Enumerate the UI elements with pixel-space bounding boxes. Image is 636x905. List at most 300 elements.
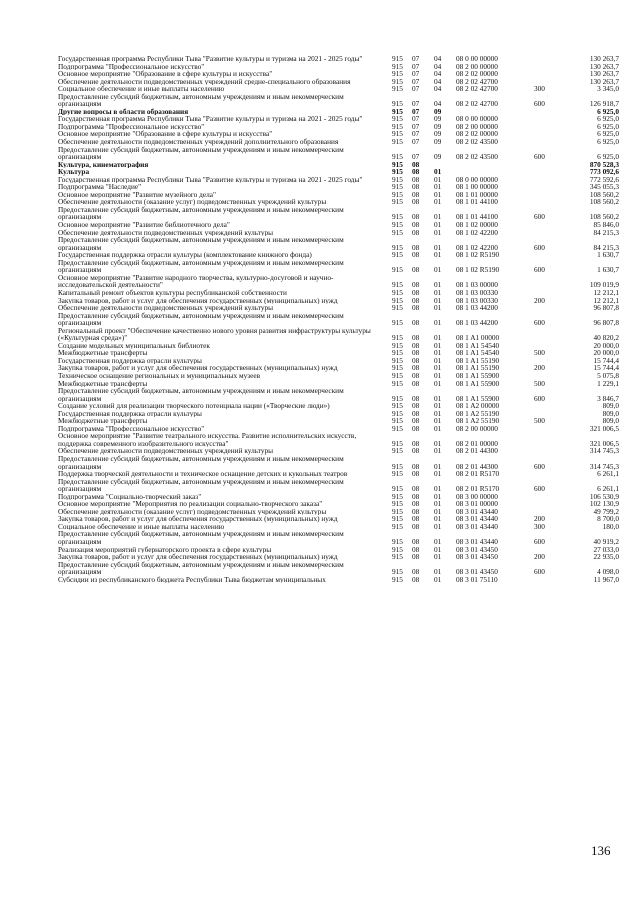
cell-amount: 108 560,2 [589,198,619,206]
table-row [58,198,619,206]
cell-target-article: 08 1 A1 55190 [456,356,500,365]
row-name: Предоставление субсидий бюджетным, автономным учреждениям и иным некоммерческим организациям [58,477,344,493]
cell-target-article: 08 1 03 00330 [456,296,498,305]
cell-target-article: 08 1 A1 55900 [456,371,500,380]
cell-target-article: 08 1 03 44200 [456,318,498,327]
cell-expense-type: 200 [534,364,545,372]
cell-target-article: 08 1 03 00000 [456,280,498,289]
cell-section: 08 [412,304,420,312]
cell-subsection: 01 [434,417,442,425]
cell-expense-type [534,115,560,123]
cell-target-article: 08 2 02 43500 [456,138,498,146]
cell-section: 07 [412,55,420,63]
cell-subsection: 04 [434,85,442,93]
cell-target-article: 08 3 01 43450 [456,553,498,561]
cell-ved: 915 [392,190,403,199]
cell-target-article: 08 3 01 43440 [456,522,498,531]
cell-subsection: 01 [434,500,442,508]
cell-subsection: 01 [434,438,442,448]
table-row [58,508,619,516]
cell-amount: 314 745,3 [589,461,619,471]
cell-amount: 6 261,1 [597,470,619,478]
cell-amount: 6 925,0 [597,130,619,139]
cell-amount: 84 215,3 [593,228,619,237]
cell-section: 08 [412,500,420,508]
cell-expense-type: 600 [534,461,545,471]
cell-expense-type [534,63,560,71]
cell-section: 08 [412,168,420,176]
cell-amount: 22 935,0 [593,553,619,561]
cell-expense-type: 300 [534,85,545,93]
cell-ved: 915 [392,130,403,139]
cell-expense-type: 500 [534,417,545,425]
table-row [58,546,619,554]
table-row [58,259,619,274]
cell-amount: 108 560,2 [589,190,619,199]
cell-ved: 915 [392,251,403,259]
table-row [58,146,619,161]
cell-target-article: 08 1 01 44100 [456,198,498,206]
cell-subsection: 01 [434,168,442,176]
table-row [58,55,619,63]
row-name: Обеспечение деятельности подведомственных учреждений культуры [58,228,274,237]
row-name: Капитальный ремонт объектов культуры республиканской собственности [58,288,287,297]
cell-ved: 915 [392,152,403,161]
row-name: Закупка товаров, работ и услуг для обеспечения государственных (муниципальных) нужд [58,364,338,372]
cell-expense-type [534,470,560,478]
cell-expense-type [534,357,560,365]
cell-amount: 772 592,6 [589,175,619,184]
cell-ved: 915 [392,265,403,274]
cell-ved: 915 [392,393,403,403]
cell-subsection: 09 [434,107,442,116]
cell-expense-type [534,274,560,289]
cell-expense-type [534,123,560,131]
cell-target-article: 08 2 01 R5170 [456,470,500,478]
table-row [58,387,619,402]
cell-section: 07 [412,99,420,108]
row-name: Социальное обеспечение и иные выплаты населению [58,522,225,531]
cell-expense-type: 200 [534,296,545,305]
cell-ved: 915 [392,522,403,531]
table-row [58,553,619,561]
cell-expense-type: 600 [534,537,545,546]
cell-section: 07 [412,122,420,131]
row-name: Закупка товаров, работ и услуг для обеспечения государственных (муниципальных) нужд [58,553,338,561]
cell-subsection: 01 [434,242,442,252]
cell-expense-type [534,78,560,86]
cell-target-article: 08 2 02 43500 [456,152,498,161]
cell-section: 08 [412,318,420,327]
row-name: Предоставление субсидий бюджетным, автономным учреждениям и иным некоммерческим организациям [58,311,344,327]
cell-section: 07 [412,77,420,86]
cell-section: 08 [412,537,420,546]
cell-subsection: 01 [434,470,442,478]
cell-amount: 108 560,2 [589,212,619,222]
cell-section: 07 [412,130,420,139]
cell-subsection: 09 [434,130,442,139]
page-number: 136 [591,843,611,858]
cell-ved: 915 [392,461,403,471]
cell-ved: 915 [392,341,403,350]
row-name: Поддержка творческой деятельности и техническое оснащение детских и кукольных театров [58,470,348,478]
cell-section: 08 [412,379,420,388]
cell-section: 08 [412,484,420,493]
cell-section: 08 [412,349,420,357]
row-name: Социальное обеспечение и иные выплаты населению [58,85,225,93]
row-name: Подпрограмма "Наследие" [58,183,142,191]
cell-amount: 6 925,0 [597,138,619,146]
cell-expense-type: 500 [534,379,545,388]
table-row [58,327,619,342]
row-name: Государственная программа Республики Тыва "Развитие культуры и туризма на 2021 - 2025 годы" [58,115,363,123]
row-name: Предоставление субсидий бюджетным, автономным учреждениям и иным некоммерческим организациям [58,145,344,161]
cell-ved: 915 [392,447,403,455]
cell-target-article: 08 3 01 43440 [456,537,498,546]
cell-subsection: 01 [434,364,442,372]
cell-expense-type [534,432,560,447]
cell-amount: 321 006,5 [589,438,619,448]
cell-subsection: 01 [434,379,442,388]
cell-amount: 3 846,7 [597,393,619,403]
table-row [58,130,619,138]
cell-section: 07 [412,62,420,71]
table-row [58,85,619,93]
cell-ved: 915 [392,77,403,86]
cell-ved: 915 [392,107,403,116]
table-row [58,478,619,493]
cell-subsection: 01 [434,251,442,259]
row-name: Культура, кинематография [58,160,149,169]
cell-target-article: 08 2 01 44300 [456,461,498,471]
table-row [58,63,619,71]
cell-ved: 915 [392,122,403,131]
table-row [58,357,619,365]
cell-section: 07 [412,152,420,161]
cell-expense-type: 300 [534,522,545,531]
cell-subsection: 01 [434,424,442,433]
cell-expense-type [534,342,560,350]
cell-subsection: 01 [434,545,442,554]
cell-subsection: 01 [434,341,442,350]
cell-target-article: 08 1 02 42200 [456,228,498,237]
cell-subsection: 01 [434,575,442,584]
cell-section: 08 [412,545,420,554]
table-row [58,410,619,418]
cell-subsection: 01 [434,288,442,297]
cell-target-article: 08 2 02 00000 [456,130,498,139]
cell-expense-type: 200 [534,553,545,561]
table-row [58,70,619,78]
cell-amount: 870 528,3 [589,160,619,169]
table-row [58,380,619,388]
cell-expense-type [534,55,560,63]
table-row [58,289,619,297]
cell-subsection: 01 [434,296,442,305]
cell-expense-type [534,191,560,199]
cell-subsection: 01 [434,356,442,365]
table-row [58,576,619,584]
cell-expense-type [534,402,560,410]
row-name: Межбюджетные трансферты [58,349,148,357]
cell-expense-type [534,168,560,176]
cell-subsection: 01 [434,198,442,206]
cell-target-article: 08 1 03 44200 [456,304,498,312]
table-row [58,168,619,176]
cell-subsection: 09 [434,115,442,123]
cell-expense-type: 600 [534,152,545,161]
cell-expense-type [534,576,560,584]
cell-amount: 321 006,5 [589,424,619,433]
cell-amount: 27 033,0 [593,545,619,554]
row-name: Государственная поддержка отрасли культуры [58,409,202,418]
cell-section: 08 [412,567,420,576]
cell-section: 08 [412,402,420,410]
row-name: Государственная программа Республики Тыва "Развитие культуры и туризма на 2021 - 2025 годы" [58,175,363,184]
cell-ved: 915 [392,55,403,63]
cell-section: 08 [412,424,420,433]
cell-subsection: 04 [434,77,442,86]
cell-ved: 915 [392,85,403,93]
cell-amount: 5 075,8 [597,371,619,380]
cell-expense-type [534,493,560,501]
row-name: Предоставление субсидий бюджетным, автономным учреждениям и иным некоммерческим организациям [58,236,344,252]
cell-ved: 915 [392,507,403,516]
row-name: Основное мероприятие "Развитие библиотечного дела" [58,221,230,229]
cell-section: 08 [412,242,420,252]
cell-target-article: 08 2 00 00000 [456,62,498,71]
cell-amount: 49 799,2 [593,507,619,516]
cell-ved: 915 [392,470,403,478]
cell-subsection: 01 [434,447,442,455]
row-name: Создание условий для реализации творческого потенциала нации («Творческие люди») [58,402,330,410]
cell-section: 08 [412,356,420,365]
cell-ved: 915 [392,304,403,312]
table-row [58,455,619,470]
cell-section: 08 [412,492,420,501]
cell-target-article [456,161,534,169]
row-name: Основное мероприятие "Образование в сфере культуры и искусства" [58,70,273,78]
cell-amount: 6 925,0 [597,115,619,123]
cell-expense-type [534,221,560,229]
cell-section: 08 [412,183,420,191]
cell-section: 08 [412,175,420,184]
row-name: Подпрограмма "Профессиональное искусство" [58,424,205,433]
cell-target-article: 08 0 00 00000 [456,55,498,63]
cell-section: 08 [412,198,420,206]
cell-expense-type: 600 [534,265,545,274]
cell-target-article: 08 2 00 00000 [456,122,498,131]
table-row [58,402,619,410]
table-row [58,236,619,251]
cell-section: 08 [412,160,420,169]
cell-ved: 915 [392,212,403,222]
cell-amount: 11 967,0 [593,575,619,584]
table-row [58,470,619,478]
cell-subsection: 01 [434,212,442,222]
cell-expense-type [534,410,560,418]
cell-amount: 84 215,3 [593,242,619,252]
table-row [58,229,619,237]
cell-section: 08 [412,470,420,478]
cell-expense-type [534,251,560,259]
cell-subsection: 01 [434,484,442,493]
cell-subsection [434,161,456,169]
cell-section: 08 [412,409,420,418]
table-row [58,123,619,131]
cell-expense-type: 500 [534,349,545,357]
cell-ved: 915 [392,318,403,327]
cell-target-article: 08 1 A2 00000 [456,402,500,410]
cell-amount: 314 745,3 [589,447,619,455]
cell-target-article: 08 2 01 44300 [456,447,498,455]
cell-target-article [456,108,534,116]
cell-amount: 15 744,4 [593,356,619,365]
cell-ved: 915 [392,99,403,108]
cell-target-article: 08 1 A2 55190 [456,409,500,418]
cell-ved: 915 [392,280,403,289]
cell-subsection: 04 [434,70,442,78]
row-name: Подпрограмма "Профессиональное искусство" [58,122,205,131]
cell-section: 07 [412,85,420,93]
cell-ved: 915 [392,567,403,576]
table-row [58,183,619,191]
cell-section: 08 [412,251,420,259]
cell-subsection: 01 [434,318,442,327]
cell-subsection: 01 [434,221,442,229]
cell-target-article: 08 2 00 00000 [456,424,498,433]
table-row [58,417,619,425]
cell-amount: 12 212,1 [593,288,619,297]
cell-amount: 96 807,8 [593,304,619,312]
row-name: Предоставление субсидий бюджетным, автономным учреждениям и иным некоммерческим организациям [58,530,344,546]
cell-section: 08 [412,296,420,305]
row-name: Межбюджетные трансферты [58,417,148,425]
cell-amount: 130 263,7 [589,70,619,78]
cell-target-article: 08 2 02 42700 [456,85,498,93]
cell-subsection: 01 [434,553,442,561]
cell-subsection: 01 [434,507,442,516]
cell-ved: 915 [392,500,403,508]
cell-section: 08 [412,228,420,237]
cell-target-article: 08 3 01 43450 [456,545,498,554]
row-name: Предоставление субсидий бюджетным, автономным учреждениям и иным некоммерческим организациям [58,258,344,274]
cell-ved: 915 [392,198,403,206]
table-row [58,297,619,305]
table-row [58,364,619,372]
cell-amount: 180,0 [602,522,619,531]
cell-expense-type: 600 [534,484,545,493]
row-name: Основное мероприятие "Мероприятия по реализации социально-творческого заказа" [58,500,323,508]
row-name: Реализация мероприятий губернаторского проекта в сфере культуры [58,545,272,554]
cell-target-article: 08 1 A1 00000 [456,333,500,342]
cell-amount: 40 820,2 [593,333,619,342]
cell-target-article: 08 1 02 00000 [456,221,498,229]
cell-ved: 915 [392,160,403,169]
table-row [58,500,619,508]
cell-target-article: 08 1 02 42200 [456,242,498,252]
table-row [58,493,619,501]
cell-target-article: 08 3 01 00000 [456,500,498,508]
table-row [58,530,619,545]
cell-ved: 915 [392,424,403,433]
cell-target-article: 08 3 00 00000 [456,492,498,501]
cell-expense-type [534,70,560,78]
cell-ved: 915 [392,168,403,176]
cell-ved: 915 [392,545,403,554]
cell-amount: 130 263,7 [589,55,619,63]
table-row [58,349,619,357]
table-row [58,447,619,455]
cell-section: 08 [412,212,420,222]
cell-section: 08 [412,575,420,584]
cell-subsection: 09 [434,122,442,131]
cell-target-article: 08 2 02 42700 [456,99,498,108]
cell-amount: 809,0 [602,409,619,418]
cell-expense-type: 600 [534,212,545,222]
cell-subsection: 01 [434,492,442,501]
cell-subsection: 01 [434,280,442,289]
table-row [58,312,619,327]
table-row [58,78,619,86]
cell-expense-type: 600 [534,99,545,108]
cell-amount: 109 019,9 [589,280,619,289]
cell-target-article: 08 1 A1 55900 [456,379,500,388]
cell-target-article: 08 1 01 44100 [456,212,498,222]
cell-target-article: 08 1 02 R5190 [456,251,500,259]
table-row [58,561,619,576]
cell-amount: 40 919,2 [593,537,619,546]
row-name: Обеспечение деятельности подведомственных учреждений средне-специального образования [58,77,351,86]
cell-amount: 126 918,7 [589,99,619,108]
row-name: Закупка товаров, работ и услуг для обеспечения государственных (муниципальных) нужд [58,515,338,523]
table-row [58,161,619,169]
cell-target-article: 08 2 02 00000 [456,70,498,78]
cell-target-article: 08 1 00 00000 [456,183,498,191]
cell-amount: 6 261,1 [597,484,619,493]
cell-expense-type [534,500,560,508]
table-row [58,93,619,108]
cell-ved: 915 [392,62,403,71]
budget-table [58,55,619,583]
cell-section: 08 [412,515,420,523]
row-name: Государственная программа Республики Тыва "Развитие культуры и туризма на 2021 - 2025 годы" [58,55,363,63]
cell-section: 07 [412,107,420,116]
cell-amount: 6 925,0 [597,107,619,116]
cell-section: 08 [412,333,420,342]
row-name: Обеспечение деятельности (оказание услуг) подведомственных учреждений культуры [58,507,327,516]
cell-amount: 85 846,0 [593,221,619,229]
cell-ved: 915 [392,371,403,380]
cell-subsection: 01 [434,371,442,380]
cell-target-article: 08 3 01 43440 [456,507,498,516]
cell-expense-type [534,546,560,554]
cell-ved: 915 [392,221,403,229]
cell-section: 08 [412,288,420,297]
table-row [58,206,619,221]
cell-ved: 915 [392,183,403,191]
cell-amount: 130 263,7 [589,77,619,86]
cell-subsection: 01 [434,393,442,403]
row-name: Основное мероприятие "Развитие театрального искусства. Развитие исполнительских искусств, поддержка современного изобразительного искусства" [58,432,357,448]
row-name: Предоставление субсидий бюджетным, автономным учреждениям и иным некоммерческим организациям [58,454,344,471]
row-name: Обеспечение деятельности (оказание услуг) подведомственных учреждений культуры [58,198,327,206]
row-name: Подпрограмма "Профессиональное искусство" [58,62,205,71]
row-name: Предоставление субсидий бюджетным, автономным учреждениям и иным некоммерческим организациям [58,205,344,222]
row-name: Основное мероприятие "Развитие музейного дела" [58,190,216,199]
cell-ved: 915 [392,409,403,418]
cell-amount: 6 925,0 [597,152,619,161]
